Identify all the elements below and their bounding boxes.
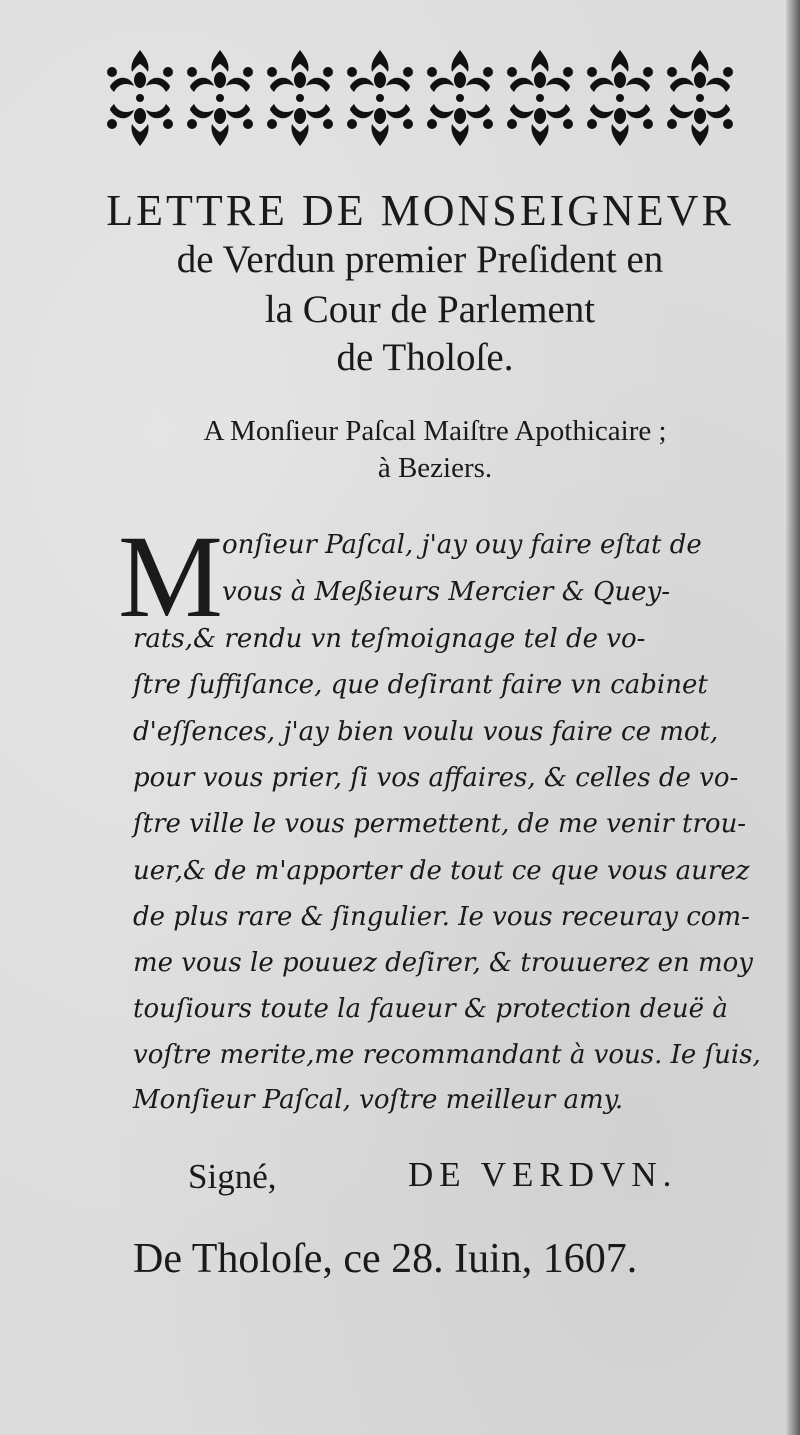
signature-label: Signé, [188, 1157, 277, 1196]
letter-line: vous à Meßieurs Mercier & Quey- [222, 577, 671, 607]
floral-headpiece-icon [100, 42, 745, 154]
signature-name: DE VERDVN. [408, 1155, 678, 1194]
title-line-4: de Tholoſe. [336, 336, 514, 379]
letter-line: voſtre merite,me recommandant à vous. Ie ſuis, [133, 1040, 761, 1070]
letter-line: touſiours toute la faueur & protection deuë à [133, 994, 728, 1024]
title-line-3: la Cour de Parlement [264, 288, 596, 331]
address-line-1: A Monſieur Paſcal Maiſtre Apothicaire ; [203, 415, 667, 447]
letter-line: rats,& rendu vn teſmoignage tel de vo- [133, 624, 646, 654]
drop-cap: M [118, 511, 223, 642]
letter-line: pour vous prier, ſi vos affaires, & celles de vo- [133, 763, 739, 793]
letter-line: d'eſſences, j'ay bien voulu vous faire ce mot, [133, 717, 719, 747]
letter-line: Monſieur Paſcal, voſtre meilleur amy. [133, 1085, 624, 1115]
address-line-2: à Beziers. [377, 452, 493, 484]
place-date: De Tholoſe, ce 28. Iuin, 1607. [133, 1236, 638, 1282]
letter-line: onſieur Paſcal, j'ay ouy faire eſtat de [222, 530, 702, 560]
letter-line: de plus rare & ſingulier. Ie vous receuray com- [133, 902, 750, 932]
title-line-2: de Verdun premier Preſident en [176, 238, 664, 281]
letter-line: ſtre ſuffiſance, que deſirant faire vn cabinet [133, 670, 708, 700]
letter-line: me vous le pouuez deſirer, & trouuerez en moy [133, 948, 753, 978]
letter-line: ſtre ville le vous permettent, de me venir trou- [133, 809, 747, 839]
title-line-1: LETTRE DE MONSEIGNEVR [106, 186, 734, 235]
letter-line: uer,& de m'apporter de tout ce que vous aurez [133, 856, 750, 886]
